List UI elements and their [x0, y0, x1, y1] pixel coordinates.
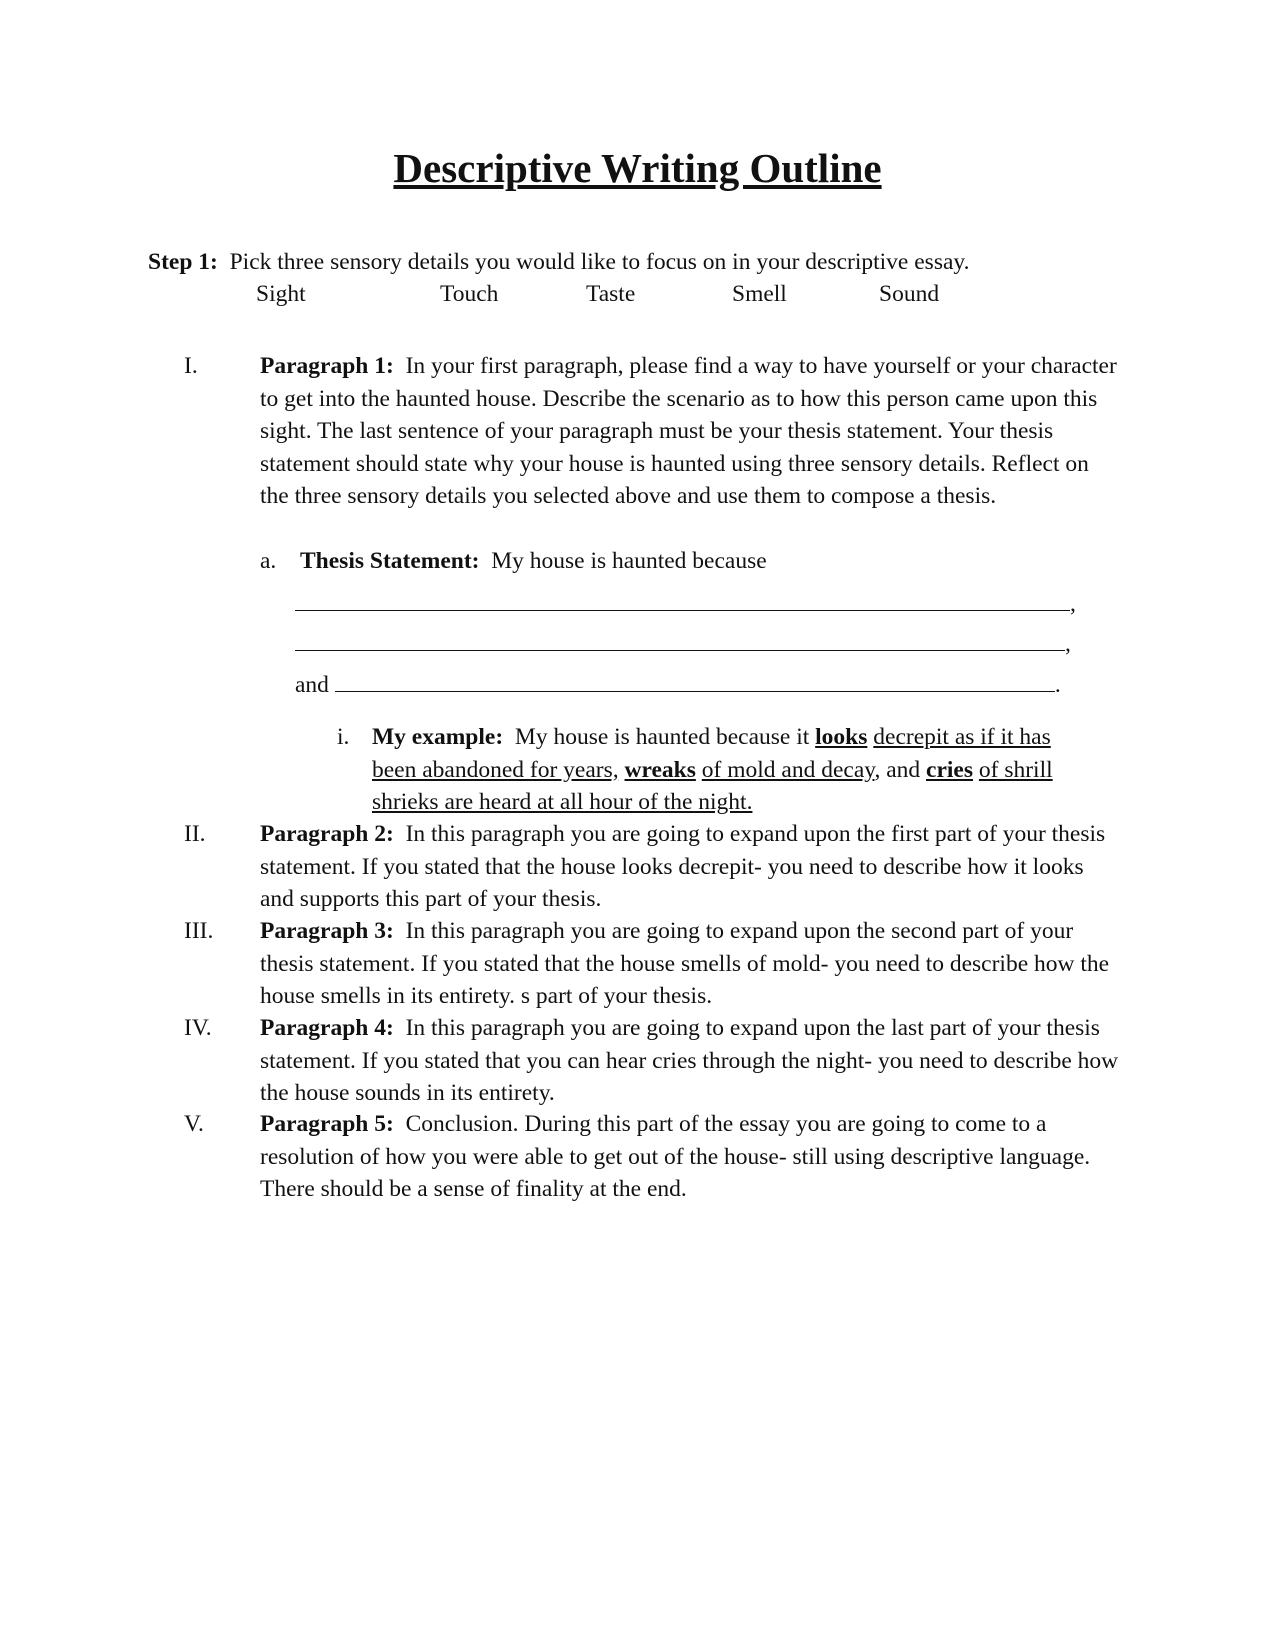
- outline-label-3: Paragraph 3:: [260, 918, 394, 944]
- outline-text-5: Conclusion. During this part of the essay you are going to come to a resolution of how you were able to get out of the house- still using descriptive language. There should be a sense of finality at the end.: [260, 1111, 1091, 1203]
- step-1-text: Pick three sensory details you would like to focus on in your descriptive essay.: [229, 249, 970, 275]
- example-phrase-3: of shrill shrieks are heard at all hour of the night.: [372, 756, 1053, 816]
- outline-numeral-2: II.: [184, 821, 206, 847]
- thesis-statement: [300, 545, 767, 578]
- sense-sight: Sight: [256, 281, 306, 307]
- thesis-blank-3[interactable]: [295, 669, 1061, 701]
- example-phrase-1: decrepit as if it has been abandoned for years,: [372, 724, 1051, 783]
- example-word-looks: looks: [815, 724, 868, 750]
- outline-text-4: In this paragraph you are going to expand upon the last part of your thesis statement. If you stated that you can hear cries through the night- you need to describe how the house sounds in its entirety.: [260, 1015, 1119, 1107]
- example-numeral: i.: [337, 724, 350, 750]
- outline-text-1: In your first paragraph, please find a way to have yourself or your character to get into the haunted house. Describe the scenario as to how this person came upon this sight. The last sentence of your paragraph must be your thesis statement. Your thesis statement should state why your house is haunted using three sensory details. Reflect on the three sensory details you selected above and use them to compose a thesis.: [260, 353, 1117, 510]
- outline-text-3: In this paragraph you are going to expand upon the second part of your thesis statement. If you stated that the house smells of mold- you need to describe how the house smells in its entirety. s part of your thesis.: [260, 918, 1110, 1010]
- thesis-text: My house is haunted because: [491, 548, 767, 574]
- outline-label-1: Paragraph 1:: [260, 353, 394, 379]
- thesis-letter: a.: [260, 548, 277, 574]
- page-title: Descriptive Writing Outline: [393, 145, 882, 191]
- example-phrase-2: of mold and decay: [701, 756, 875, 783]
- outline-numeral-4: IV.: [184, 1015, 212, 1041]
- thesis-blank-2[interactable]: [295, 628, 1071, 660]
- blank-2-punct: ,: [1065, 631, 1071, 657]
- sense-taste: Taste: [586, 281, 636, 307]
- example-word-cries: cries: [926, 756, 974, 783]
- example-label: My example:: [372, 724, 504, 750]
- outline-paragraph-2: [260, 818, 1120, 916]
- sense-sound: Sound: [879, 281, 940, 307]
- blank-1-punct: ,: [1070, 591, 1076, 617]
- sense-smell: Smell: [732, 281, 787, 307]
- blank-line-1[interactable]: [295, 588, 1070, 611]
- example-lead: My house is haunted because it: [514, 724, 810, 750]
- outline-paragraph-3: [260, 915, 1120, 1013]
- outline-paragraph-4: [260, 1012, 1120, 1110]
- outline-paragraph-1: [260, 350, 1120, 513]
- blank-line-2[interactable]: [295, 628, 1065, 651]
- step-1-instruction: [148, 246, 970, 278]
- step-1-label: Step 1:: [148, 249, 218, 275]
- blank-line-3[interactable]: [335, 669, 1055, 692]
- outline-text-2: In this paragraph you are going to expand upon the first part of your thesis statement. If you stated that the house looks decrepit- you need to describe how it looks and supports this part of your thesis.: [260, 821, 1106, 913]
- outline-label-4: Paragraph 4:: [260, 1015, 394, 1041]
- example-mid: , and: [874, 756, 921, 783]
- thesis-label: Thesis Statement:: [300, 548, 480, 574]
- sense-touch: Touch: [440, 281, 499, 307]
- outline-numeral-5: V.: [184, 1111, 204, 1137]
- thesis-blank-1[interactable]: [295, 588, 1076, 620]
- outline-label-5: Paragraph 5:: [260, 1111, 394, 1137]
- outline-paragraph-5: [260, 1108, 1120, 1206]
- and-label: and: [295, 672, 329, 698]
- blank-3-punct: .: [1054, 672, 1061, 698]
- outline-numeral-1: I.: [184, 353, 198, 379]
- example-word-wreaks: wreaks: [624, 756, 696, 783]
- outline-numeral-3: III.: [184, 918, 214, 944]
- outline-label-2: Paragraph 2:: [260, 821, 394, 847]
- example-paragraph: [372, 721, 1097, 819]
